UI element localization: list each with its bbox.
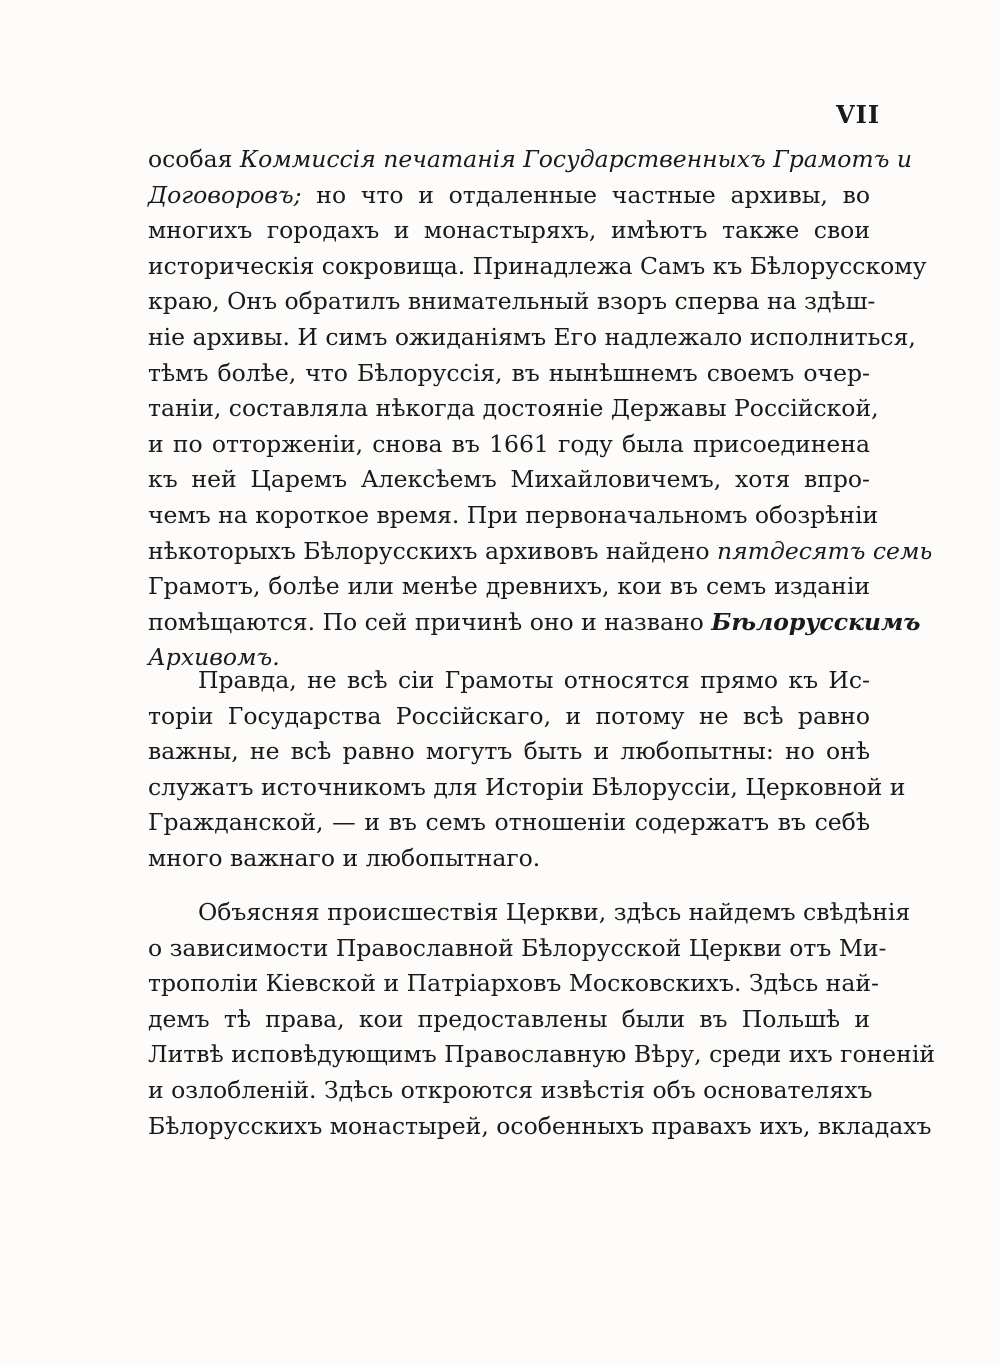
text-line [148, 931, 887, 967]
text-segment: и по отторженіи, снова въ 1661 году была присоединена [148, 429, 870, 458]
text-segment: Бѣлорусскимъ [711, 607, 921, 636]
text-line [148, 770, 906, 806]
text-line [148, 1037, 935, 1073]
text-segment: Гражданской, — и въ семъ отношеніи содержатъ въ себѣ [148, 808, 870, 837]
text-segment: многихъ городахъ и монастыряхъ, имѣютъ также свои [148, 216, 870, 245]
text-segment: пятдесятъ семь [716, 536, 933, 565]
text-segment: таніи, составляла нѣкогда достояніе Державы Россійской, [148, 394, 879, 423]
text-segment: Договоровъ; [148, 180, 302, 209]
text-line [148, 534, 933, 570]
text-segment: историческія сокровища. Принадлежа Самъ къ Бѣлорусскому [148, 251, 927, 280]
text-segment: Бѣлорусскихъ монастырей, особенныхъ правахъ ихъ, вкладахъ [148, 1111, 932, 1140]
text-segment: чемъ на короткое время. При первоначальномъ обозрѣніи [148, 500, 879, 529]
text-line [148, 213, 870, 249]
text-segment: тѣмъ болѣе, что Бѣлоруссія, въ нынѣшнемъ своемъ очер- [148, 358, 870, 387]
text-line [148, 462, 870, 498]
text-segment: о зависимости Православной Бѣлорусской Церкви отъ Ми- [148, 933, 887, 962]
text-segment: Объясняя происшествія Церкви, здѣсь найдемъ свѣдѣнія [198, 898, 911, 926]
text-segment: но что и отдаленные частные архивы, во [301, 180, 870, 209]
text-line [148, 142, 912, 178]
text-segment: служатъ источникомъ для Исторіи Бѣлоруссіи, Церковной и [148, 772, 906, 801]
text-line [148, 1002, 870, 1038]
text-segment: Правда, не всѣ сіи Грамоты относятся прямо къ Ис- [198, 666, 870, 694]
paragraph [148, 663, 906, 877]
text-segment: особая [148, 145, 240, 173]
text-segment: Архивомъ. [148, 643, 280, 672]
text-line [148, 734, 870, 770]
text-segment: ніе архивы. И симъ ожиданіямъ Его надлежало исполниться, [148, 322, 916, 351]
page-number: VII [836, 100, 881, 129]
text-line [148, 391, 879, 427]
text-segment: много важнаго и любопытнаго. [148, 843, 541, 872]
text-line [148, 356, 870, 392]
paragraph [148, 895, 935, 1144]
text-line [148, 320, 916, 356]
text-line [148, 498, 879, 534]
text-line [148, 895, 911, 931]
text-line [148, 178, 870, 214]
text-segment: и озлобленій. Здѣсь откроются извѣстія объ основателяхъ [148, 1075, 873, 1104]
text-segment: Коммиссія печатанія Государственныхъ Грамотъ и [239, 145, 912, 173]
text-line [148, 427, 870, 463]
text-segment: демъ тѣ права, кои предоставлены были въ Польшѣ и [148, 1004, 870, 1033]
text-segment: Грамотъ, болѣе или менѣе древнихъ, кои въ семъ изданіи [148, 572, 870, 601]
text-segment: торіи Государства Россійскаго, и потому не всѣ равно [148, 701, 870, 730]
text-line [148, 1073, 873, 1109]
text-segment: трополіи Кіевской и Патріарховъ Московскихъ. Здѣсь най- [148, 969, 879, 998]
text-line [148, 966, 879, 1002]
text-line [148, 569, 870, 605]
text-line [148, 1109, 932, 1145]
text-segment: краю, Онъ обратилъ внимательный взоръ сперва на здѣш- [148, 287, 876, 316]
text-line [148, 284, 876, 320]
text-line [148, 249, 927, 285]
text-line [148, 841, 870, 877]
text-line [148, 805, 870, 841]
text-line [148, 699, 870, 735]
text-segment: къ ней Царемъ Алексѣемъ Михайловичемъ, хотя впро- [148, 465, 870, 494]
text-segment: нѣкоторыхъ Бѣлорусскихъ архивовъ найдено [148, 536, 717, 565]
text-segment: помѣщаются. По сей причинѣ оно и названо [148, 607, 712, 636]
text-line [148, 663, 870, 699]
paragraph [148, 142, 933, 676]
text-segment: важны, не всѣ равно могутъ быть и любопытны: но онѣ [148, 737, 870, 766]
text-line [148, 605, 921, 641]
text-segment: Литвѣ исповѣдующимъ Православную Вѣру, среди ихъ гоненій [148, 1040, 935, 1069]
